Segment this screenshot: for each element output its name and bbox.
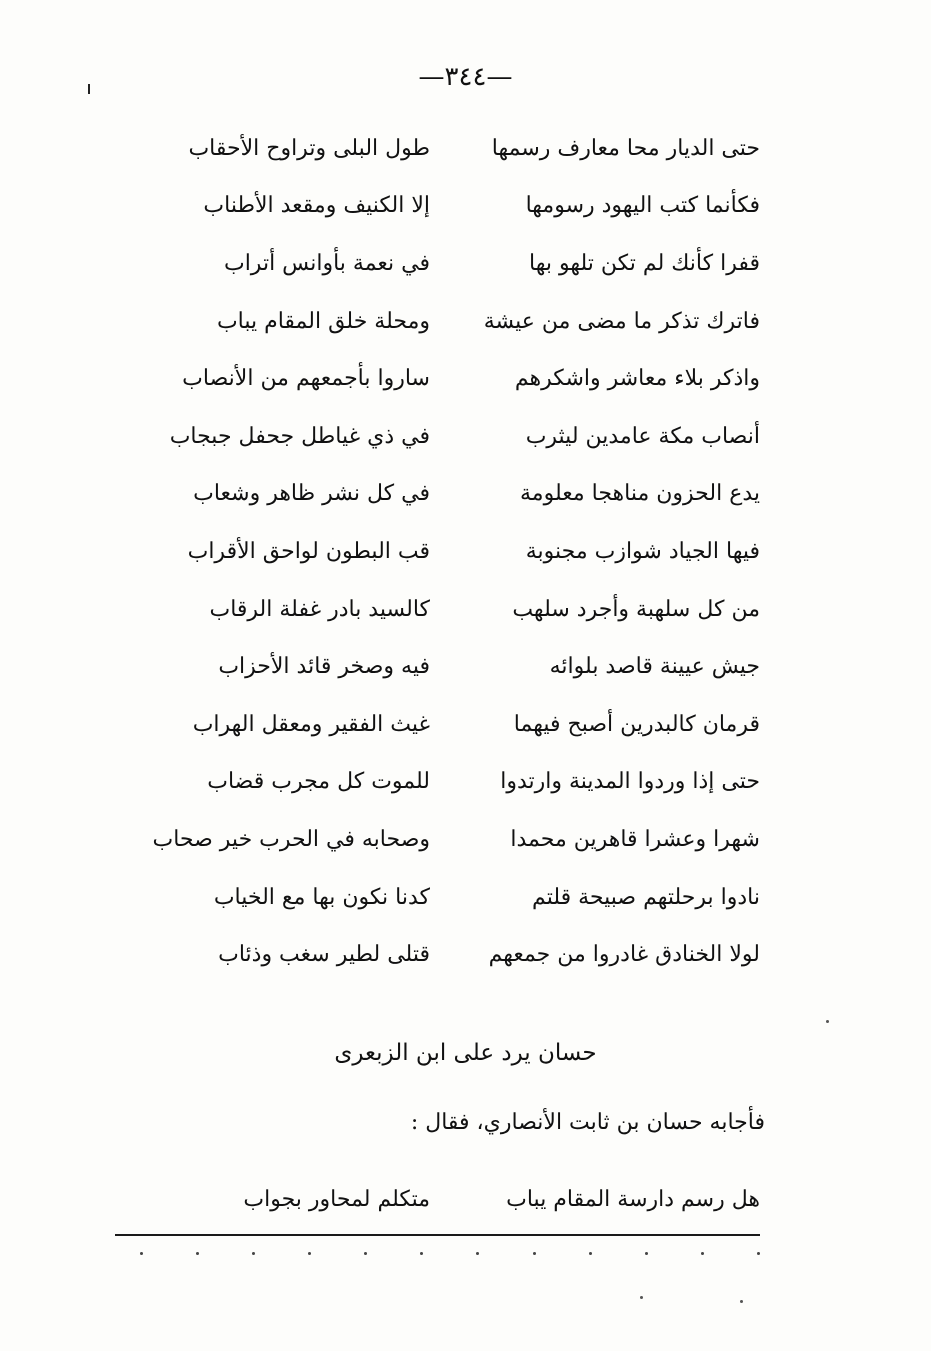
footer-rule xyxy=(115,1234,760,1236)
verse-7 xyxy=(140,466,760,524)
verse-3 xyxy=(140,235,760,293)
verse-2 xyxy=(140,178,760,236)
verse-10-first-hemistich: جيش عيينة قاصد بلوائه xyxy=(549,654,760,680)
final-verse xyxy=(140,1180,760,1220)
verse-1-second-hemistich: طول البلى وتراوح الأحقاب xyxy=(188,135,430,161)
verse-5-first-hemistich: واذكر بلاء معاشر واشكرهم xyxy=(514,366,760,392)
verse-7-second-hemistich: في كل نشر ظاهر وشعاب xyxy=(193,481,430,507)
verse-9-second-hemistich: كالسيد بادر غفلة الرقاب xyxy=(209,596,430,622)
verse-4-first-hemistich: فاترك تذكر ما مضى من عيشة xyxy=(483,308,760,334)
verse-11-first-hemistich: قرمان كالبدرين أصبح فيهما xyxy=(513,711,760,737)
footer-dot xyxy=(308,1252,311,1255)
footer-dots xyxy=(140,1252,760,1262)
verse-4-second-hemistich: ومحلة خلق المقام يباب xyxy=(216,308,430,334)
poem-verses xyxy=(140,120,760,984)
verse-2-first-hemistich: فكأنما كتب اليهود رسومها xyxy=(525,193,760,219)
verse-13 xyxy=(140,811,760,869)
intro-line: فأجابه حسان بن ثابت الأنصاري، فقال : xyxy=(410,1110,765,1135)
verse-6 xyxy=(140,408,760,466)
verse-12-first-hemistich: حتى إذا وردوا المدينة وارتدوا xyxy=(500,769,760,795)
verse-10 xyxy=(140,638,760,696)
verse-15 xyxy=(140,926,760,984)
verse-7-first-hemistich: يدع الحزون مناهجا معلومة xyxy=(520,481,760,507)
footer-dot xyxy=(252,1252,255,1255)
verse-2-second-hemistich: إلا الكنيف ومقعد الأطناب xyxy=(203,193,430,219)
verse-15-first-hemistich: لولا الخنادق غادروا من جمعهم xyxy=(488,942,760,968)
verse-14 xyxy=(140,869,760,927)
verse-6-first-hemistich: أنصاب مكة عامدين ليثرب xyxy=(525,423,760,449)
section-heading: حسان يرد على ابن الزبعرى xyxy=(334,1040,597,1066)
verse-1 xyxy=(140,120,760,178)
verse-1-first-hemistich: حتى الديار محا معارف رسمها xyxy=(491,135,760,161)
verse-11 xyxy=(140,696,760,754)
verse-5-second-hemistich: ساروا بأجمعهم من الأنصاب xyxy=(182,366,430,392)
final-verse-second-hemistich: متكلم لمحاور بجواب xyxy=(243,1187,430,1212)
verse-11-second-hemistich: غيث الفقير ومعقل الهراب xyxy=(192,711,430,737)
footer-dot xyxy=(701,1252,704,1255)
verse-9 xyxy=(140,581,760,639)
page-number: —٣٤٤— xyxy=(418,62,513,92)
verse-8 xyxy=(140,523,760,581)
verse-6-second-hemistich: في ذي غياطل جحفل جبجاب xyxy=(169,423,430,449)
footer-dot xyxy=(140,1252,143,1255)
footer-dot xyxy=(476,1252,479,1255)
print-speck xyxy=(640,1296,643,1299)
footer-dot xyxy=(364,1252,367,1255)
verse-12 xyxy=(140,754,760,812)
final-verse-first-hemistich: هل رسم دارسة المقام يباب xyxy=(506,1187,760,1212)
verse-4 xyxy=(140,293,760,351)
verse-14-first-hemistich: نادوا برحلتهم صبيحة قلتم xyxy=(532,884,760,910)
verse-9-first-hemistich: من كل سلهبة وأجرد سلهب xyxy=(512,596,760,622)
verse-3-first-hemistich: قفرا كأنك لم تكن تلهو بها xyxy=(529,250,760,276)
verse-15-second-hemistich: قتلى لطير سغب وذئاب xyxy=(218,942,430,968)
verse-14-second-hemistich: كدنا نكون بها مع الخياب xyxy=(213,884,430,910)
footer-dot xyxy=(589,1252,592,1255)
verse-10-second-hemistich: فيه وصخر قائد الأحزاب xyxy=(218,654,430,680)
verse-13-second-hemistich: وصحابه في الحرب خير صحاب xyxy=(152,826,430,852)
print-speck xyxy=(826,1020,829,1023)
print-speck xyxy=(740,1300,743,1303)
footer-dot xyxy=(420,1252,423,1255)
verse-12-second-hemistich: للموت كل مجرب قضاب xyxy=(207,769,430,795)
footer-dot xyxy=(533,1252,536,1255)
footer-dot xyxy=(196,1252,199,1255)
verse-5 xyxy=(140,350,760,408)
verse-13-first-hemistich: شهرا وعشرا قاهرين محمدا xyxy=(510,826,760,852)
verse-8-first-hemistich: فيها الجياد شوازب مجنوبة xyxy=(525,538,760,564)
footer-dot xyxy=(645,1252,648,1255)
verse-3-second-hemistich: في نعمة بأوانس أتراب xyxy=(223,250,430,276)
footer-dot xyxy=(757,1252,760,1255)
verse-8-second-hemistich: قب البطون لواحق الأقراب xyxy=(187,538,430,564)
